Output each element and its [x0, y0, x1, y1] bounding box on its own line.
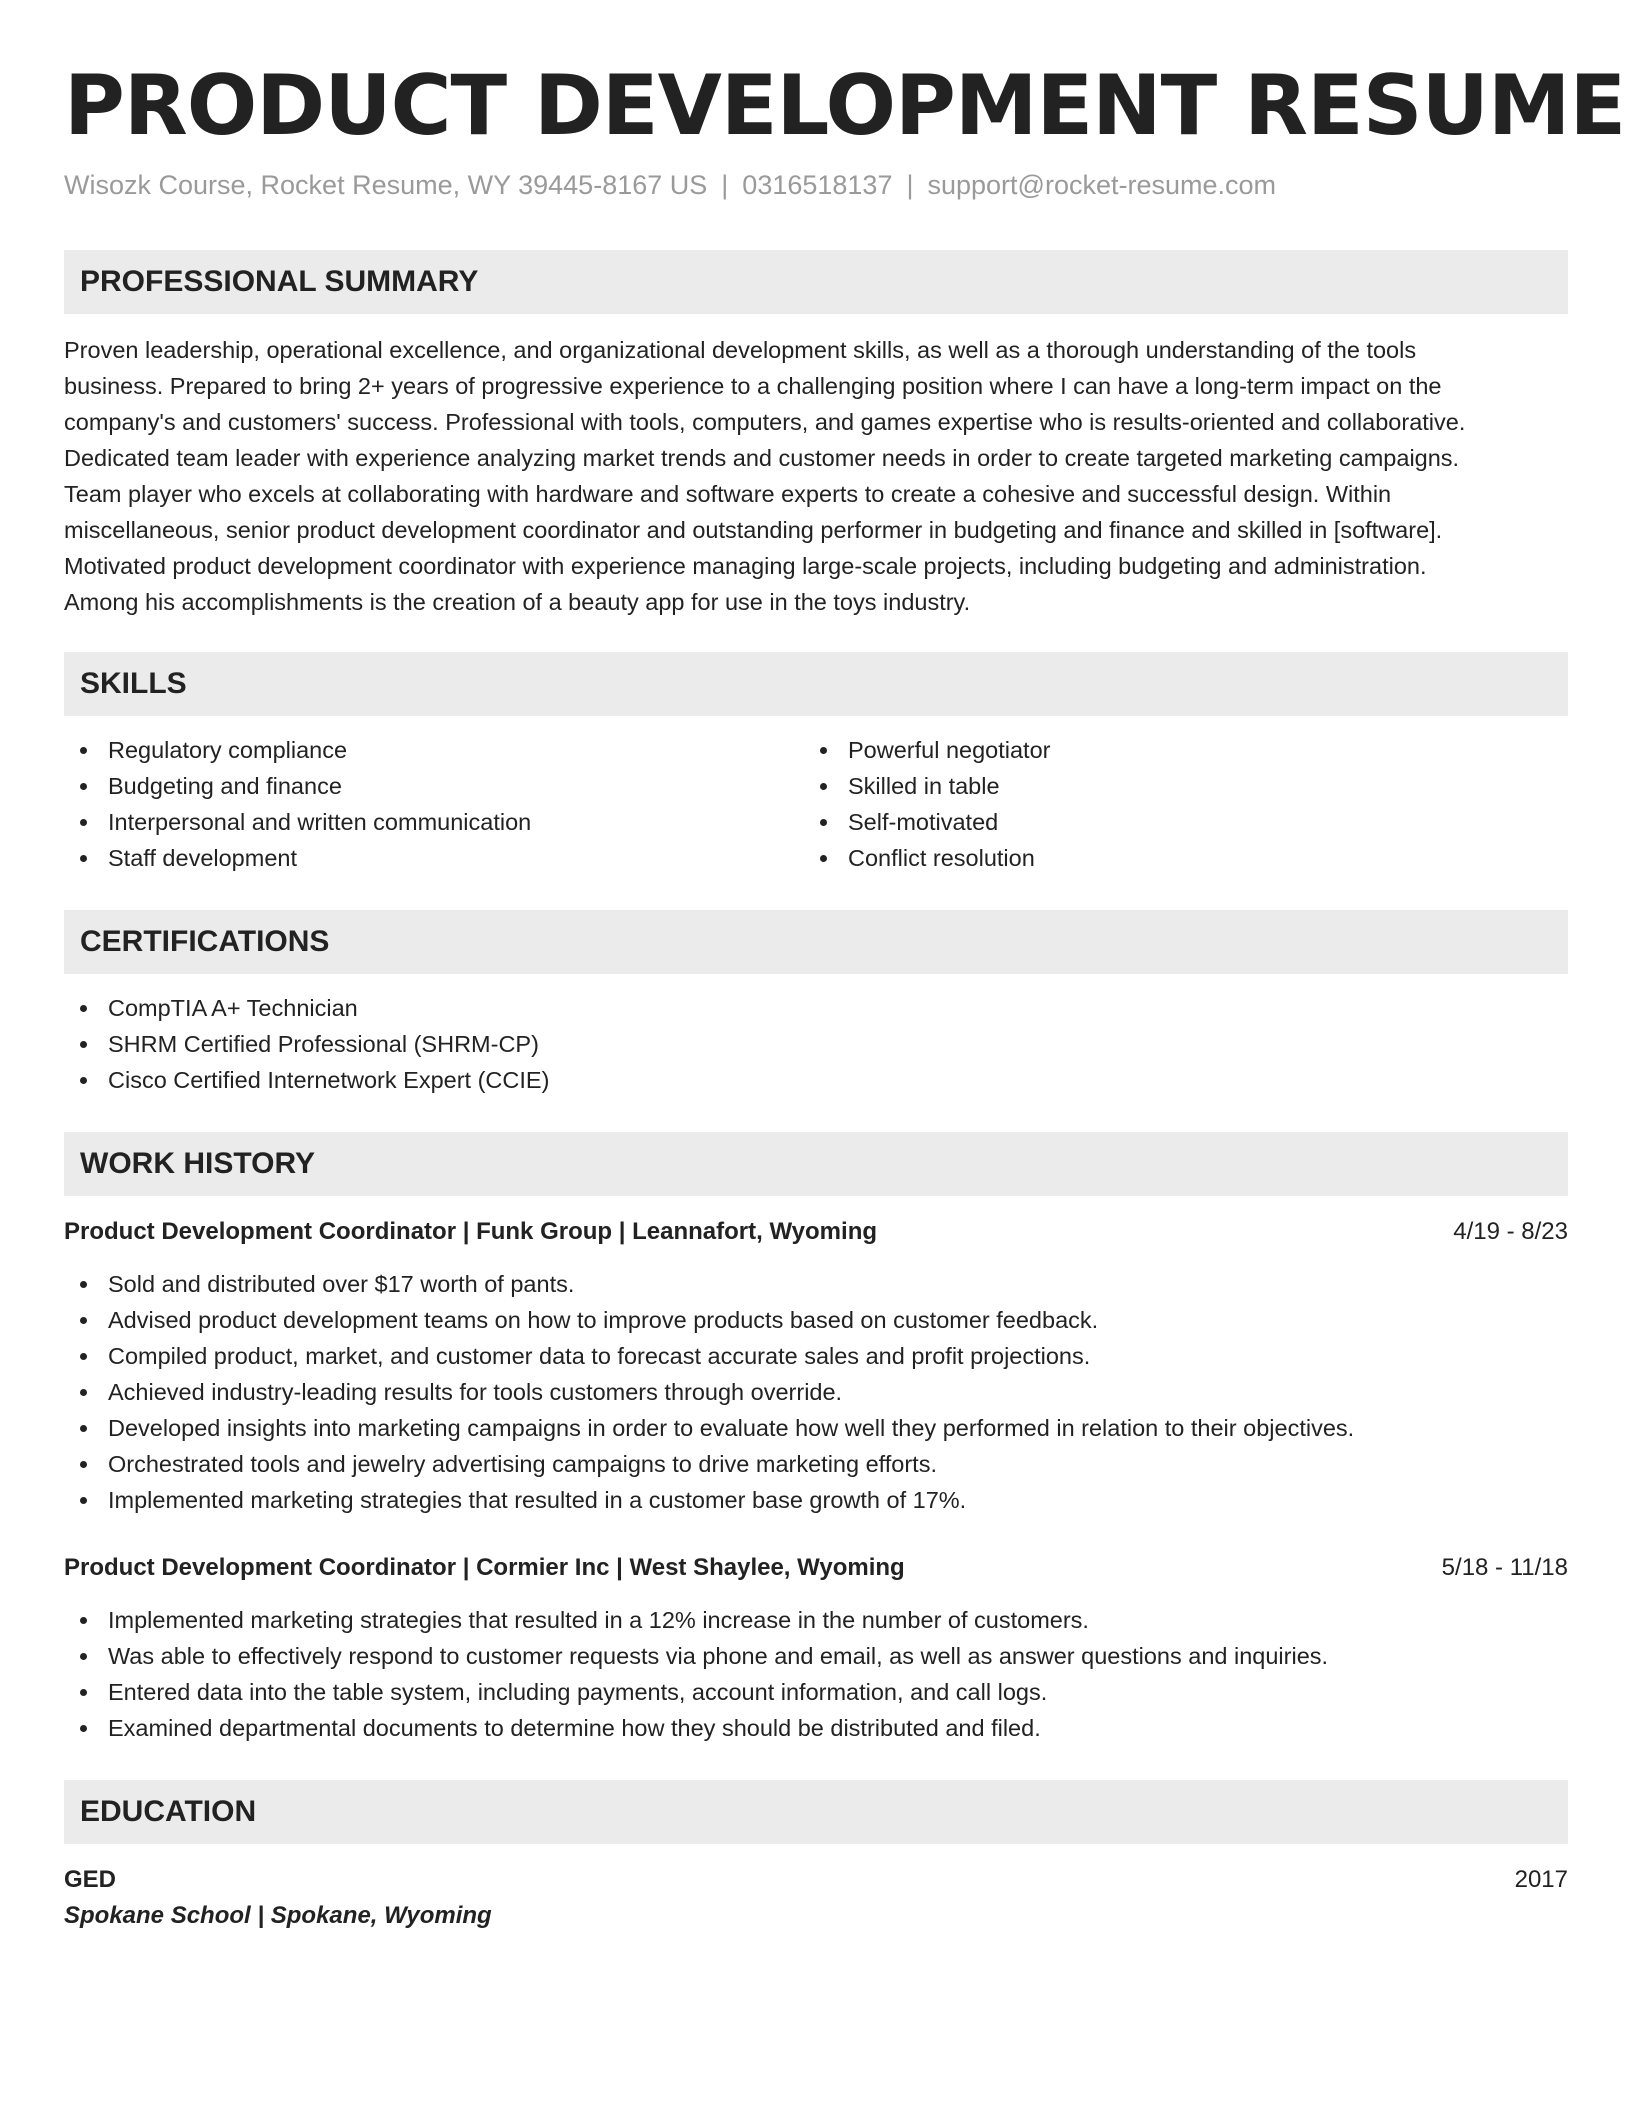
job-bullet: Compiled product, market, and customer data to forecast accurate sales and profit projections.	[64, 1338, 1568, 1374]
job-bullet: Implemented marketing strategies that resulted in a 12% increase in the number of customers.	[64, 1602, 1568, 1638]
education-header	[64, 1862, 1568, 1898]
summary-line: Team player who excels at collaborating with hardware and software experts to create a cohesive and successful design. Within	[64, 481, 1392, 507]
job-bullet: Implemented marketing strategies that resulted in a customer base growth of 17%.	[64, 1482, 1568, 1518]
summary-line: Dedicated team leader with experience analyzing market trends and customer needs in order to create targeted marketing campaigns.	[64, 445, 1460, 471]
job-bullet: Entered data into the table system, including payments, account information, and call logs.	[64, 1674, 1568, 1710]
skill-item: Budgeting and finance	[64, 768, 804, 804]
contact-phone: 0316518137	[742, 170, 893, 200]
job-header	[64, 1214, 1568, 1250]
certification-item: Cisco Certified Internetwork Expert (CCIE)	[64, 1062, 1568, 1098]
skill-item: Conflict resolution	[804, 840, 1544, 876]
certifications-heading: CERTIFICATIONS	[64, 910, 1568, 974]
job-dates: 4/19 - 8/23	[1453, 1218, 1568, 1245]
education-degree: GED	[64, 1866, 117, 1893]
job-bullet: Was able to effectively respond to customer requests via phone and email, as well as answer questions and inquiries.	[64, 1638, 1568, 1674]
contact-email: support@rocket-resume.com	[927, 170, 1277, 200]
skills-column-left	[64, 732, 804, 876]
job-bullet: Examined departmental documents to determine how they should be distributed and filed.	[64, 1710, 1568, 1746]
summary-line: Proven leadership, operational excellence, and organizational development skills, as well as a thorough understanding of the tools	[64, 337, 1417, 363]
job-bullets	[64, 1266, 1568, 1518]
job-header	[64, 1550, 1568, 1586]
job-dates: 5/18 - 11/18	[1441, 1554, 1568, 1581]
skills-list	[64, 732, 1568, 876]
job-bullet: Orchestrated tools and jewelry advertising campaigns to drive marketing efforts.	[64, 1446, 1568, 1482]
job-bullet: Sold and distributed over $17 worth of pants.	[64, 1266, 1568, 1302]
summary-line: Among his accomplishments is the creation of a beauty app for use in the toys industry.	[64, 589, 971, 615]
certification-item: CompTIA A+ Technician	[64, 990, 1568, 1026]
skill-item: Interpersonal and written communication	[64, 804, 804, 840]
skill-item: Regulatory compliance	[64, 732, 804, 768]
summary-line: Motivated product development coordinator with experience managing large-scale projects, including budgeting and administration.	[64, 553, 1427, 579]
job-bullet: Achieved industry-leading results for tools customers through override.	[64, 1374, 1568, 1410]
contact-line	[64, 168, 1568, 202]
contact-separator: |	[906, 170, 914, 200]
job-title: Product Development Coordinator | Funk Group | Leannafort, Wyoming	[64, 1218, 878, 1245]
summary-text	[64, 332, 1568, 620]
summary-line: business. Prepared to bring 2+ years of progressive experience to a challenging position where I can have a long-term impact on the	[64, 373, 1442, 399]
summary-line: company's and customers' success. Professional with tools, computers, and games expertise who is results-oriented and collaborative.	[64, 409, 1466, 435]
summary-heading: PROFESSIONAL SUMMARY	[64, 250, 1568, 314]
education-school: Spokane School | Spokane, Wyoming	[64, 1902, 492, 1929]
skill-item: Powerful negotiator	[804, 732, 1544, 768]
job-entry	[64, 1214, 1568, 1518]
skills-heading: SKILLS	[64, 652, 1568, 716]
job-bullet: Advised product development teams on how to improve products based on customer feedback.	[64, 1302, 1568, 1338]
job-bullets	[64, 1602, 1568, 1746]
resume-title: PRODUCT DEVELOPMENT RESUME	[64, 57, 1626, 154]
certification-item: SHRM Certified Professional (SHRM-CP)	[64, 1026, 1568, 1062]
summary-line: miscellaneous, senior product development coordinator and outstanding performer in budgeting and finance and skilled in [software].	[64, 517, 1443, 543]
job-entry	[64, 1550, 1568, 1746]
skill-item: Skilled in table	[804, 768, 1544, 804]
job-title: Product Development Coordinator | Cormier Inc | West Shaylee, Wyoming	[64, 1554, 905, 1581]
work-history-heading: WORK HISTORY	[64, 1132, 1568, 1196]
contact-address: Wisozk Course, Rocket Resume, WY 39445-8167 US	[64, 170, 708, 200]
job-bullet: Developed insights into marketing campaigns in order to evaluate how well they performed in relation to their objectives.	[64, 1410, 1568, 1446]
skill-item: Staff development	[64, 840, 804, 876]
skill-item: Self-motivated	[804, 804, 1544, 840]
contact-separator: |	[721, 170, 729, 200]
certifications-list	[64, 990, 1568, 1098]
education-year: 2017	[1514, 1866, 1568, 1893]
skills-column-right	[804, 732, 1544, 876]
education-heading: EDUCATION	[64, 1780, 1568, 1844]
